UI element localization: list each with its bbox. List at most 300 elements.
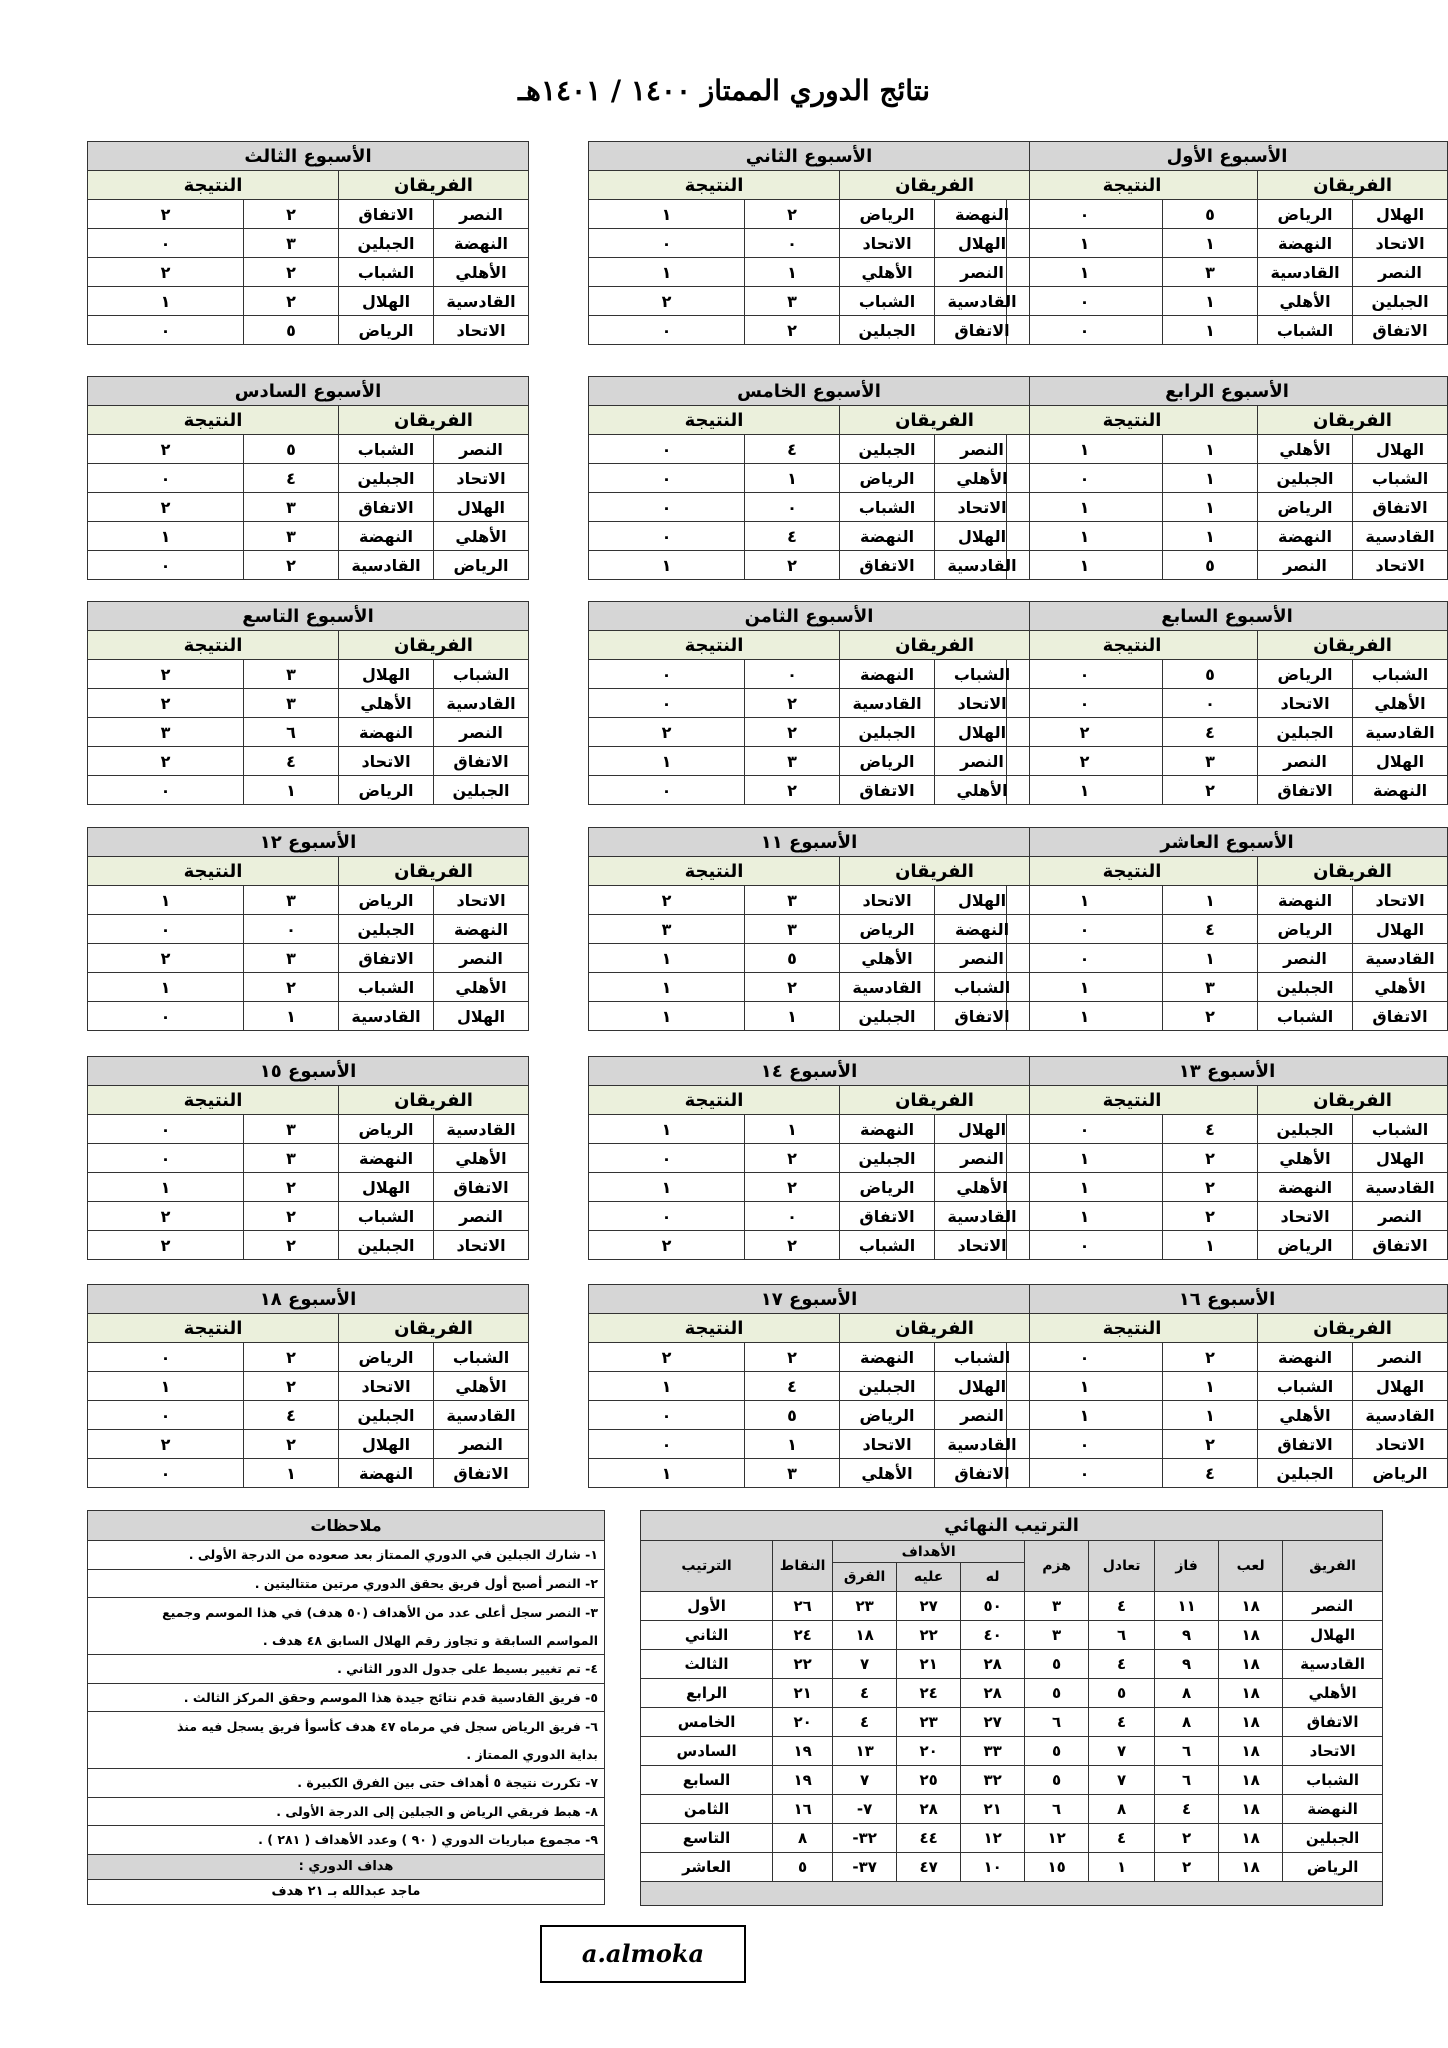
home-score: ٢ <box>244 258 339 287</box>
match-row <box>1007 747 1448 776</box>
away-team: الجبلين <box>1258 1459 1353 1488</box>
away-score: ٢ <box>88 493 244 522</box>
away-team: الاتفاق <box>1258 1430 1353 1459</box>
home-score: ٢ <box>1163 1173 1258 1202</box>
standings-team: الاتفاق <box>1283 1708 1383 1737</box>
note-item: ٦- فريق الرياض سجل في مرماه ٤٧ هدف كأسوأ فريق يسجل فيه منذ <box>88 1712 605 1741</box>
away-team: الجبلين <box>840 1144 935 1173</box>
away-team: الرياض <box>1258 660 1353 689</box>
away-team: القادسية <box>339 551 434 580</box>
result-header: النتيجة <box>1007 631 1258 660</box>
away-score: ١ <box>1007 1002 1163 1031</box>
home-score: ٥ <box>244 316 339 345</box>
standings-against: ٢٢ <box>897 1621 961 1650</box>
match-row <box>589 522 1030 551</box>
home-team: الاتفاق <box>1353 493 1448 522</box>
match-row <box>589 1343 1030 1372</box>
week-table <box>588 827 1030 1031</box>
away-team: النصر <box>1258 747 1353 776</box>
home-score: ٢ <box>244 1343 339 1372</box>
result-header: النتيجة <box>589 1314 840 1343</box>
standings-diff: ٢٣ <box>833 1592 897 1621</box>
match-row <box>589 493 1030 522</box>
away-score: ١ <box>88 886 244 915</box>
away-score: ٠ <box>1007 316 1163 345</box>
top-scorer: ماجد عبدالله بـ ٢١ هدف <box>88 1879 605 1904</box>
home-team: النصر <box>434 1430 529 1459</box>
standings-diff: -٣٧ <box>833 1853 897 1882</box>
home-score: ١ <box>745 1430 840 1459</box>
home-team: الشباب <box>1353 660 1448 689</box>
match-row <box>1007 258 1448 287</box>
away-team: الاتفاق <box>339 944 434 973</box>
home-score: ٥ <box>745 944 840 973</box>
away-team: القادسية <box>1258 258 1353 287</box>
home-score: ٢ <box>244 1202 339 1231</box>
result-header: النتيجة <box>1007 171 1258 200</box>
standings-diff: ٧ <box>833 1650 897 1679</box>
home-team: الهلال <box>935 1372 1030 1401</box>
match-row <box>1007 1115 1448 1144</box>
away-team: الاتحاد <box>339 747 434 776</box>
away-team: الرياض <box>1258 1231 1353 1260</box>
note-item: ٨- هبط فريقي الرياض و الجبلين إلى الدرجة الأولى . <box>88 1797 605 1826</box>
home-score: ٢ <box>1163 1202 1258 1231</box>
away-team: الجبلين <box>339 1401 434 1430</box>
away-score: ٠ <box>88 1459 244 1488</box>
home-score: ٢ <box>244 1231 339 1260</box>
away-team: الشباب <box>1258 316 1353 345</box>
match-row <box>88 1430 529 1459</box>
away-score: ٠ <box>589 1430 745 1459</box>
standings-against: ٢١ <box>897 1650 961 1679</box>
standings-won: ٦ <box>1155 1766 1219 1795</box>
week-title: الأسبوع السادس <box>88 377 529 406</box>
away-team: الشباب <box>339 973 434 1002</box>
home-score: ٥ <box>1163 200 1258 229</box>
home-team: النهضة <box>935 200 1030 229</box>
away-score: ٠ <box>589 316 745 345</box>
away-score: ١ <box>1007 1401 1163 1430</box>
home-team: الاتفاق <box>434 747 529 776</box>
match-row <box>88 886 529 915</box>
standings-lost: ٣ <box>1025 1592 1089 1621</box>
home-score: ١ <box>745 1115 840 1144</box>
away-score: ٠ <box>1007 464 1163 493</box>
match-row <box>1007 287 1448 316</box>
home-team: الاتحاد <box>935 689 1030 718</box>
home-score: ١ <box>1163 464 1258 493</box>
match-row <box>1007 886 1448 915</box>
result-header: النتيجة <box>589 857 840 886</box>
away-score: ٠ <box>1007 1430 1163 1459</box>
away-score: ٠ <box>589 1144 745 1173</box>
home-score: ٢ <box>745 551 840 580</box>
match-row <box>88 660 529 689</box>
home-score: ١ <box>1163 1231 1258 1260</box>
away-score: ٢ <box>88 200 244 229</box>
standings-rank: الثامن <box>641 1795 773 1824</box>
away-team: الرياض <box>339 1343 434 1372</box>
home-team: النصر <box>935 944 1030 973</box>
home-score: ٣ <box>244 1144 339 1173</box>
away-team: الاتحاد <box>1258 1202 1353 1231</box>
result-header: النتيجة <box>589 1086 840 1115</box>
standings-for: ٥٠ <box>961 1592 1025 1621</box>
away-team: الرياض <box>840 1401 935 1430</box>
away-score: ١ <box>1007 435 1163 464</box>
away-score: ١ <box>589 973 745 1002</box>
result-header: النتيجة <box>1007 1314 1258 1343</box>
home-team: القادسية <box>1353 1401 1448 1430</box>
standings-team: القادسية <box>1283 1650 1383 1679</box>
away-score: ١ <box>1007 776 1163 805</box>
match-row <box>1007 1372 1448 1401</box>
home-team: الشباب <box>935 1343 1030 1372</box>
home-team: الجبلين <box>1353 287 1448 316</box>
standings-won: ٤ <box>1155 1795 1219 1824</box>
home-team: الهلال <box>935 1115 1030 1144</box>
teams-header: الفريقان <box>1258 631 1448 660</box>
away-team: النصر <box>1258 944 1353 973</box>
home-team: الاتفاق <box>1353 1231 1448 1260</box>
week-table <box>87 601 529 805</box>
home-team: الشباب <box>1353 1115 1448 1144</box>
home-team: الاتحاد <box>434 886 529 915</box>
away-score: ٠ <box>1007 1343 1163 1372</box>
away-score: ١ <box>589 1115 745 1144</box>
away-team: الاتحاد <box>840 1430 935 1459</box>
standings-for: ٢٧ <box>961 1708 1025 1737</box>
teams-header: الفريقان <box>840 1314 1030 1343</box>
result-header: النتيجة <box>88 631 339 660</box>
away-team: الجبلين <box>339 1231 434 1260</box>
away-team: الاتحاد <box>840 886 935 915</box>
match-row <box>1007 551 1448 580</box>
match-row <box>88 435 529 464</box>
standings-for: ٣٢ <box>961 1766 1025 1795</box>
home-team: النصر <box>434 718 529 747</box>
match-row <box>589 660 1030 689</box>
standings-played: ١٨ <box>1219 1853 1283 1882</box>
away-score: ٠ <box>88 776 244 805</box>
match-row <box>88 1343 529 1372</box>
home-team: القادسية <box>1353 944 1448 973</box>
week-table <box>588 1056 1030 1260</box>
away-score: ٢ <box>88 1231 244 1260</box>
away-team: الجبلين <box>339 229 434 258</box>
away-team: الرياض <box>1258 493 1353 522</box>
standings-team: الشباب <box>1283 1766 1383 1795</box>
standings-draw: ٦ <box>1089 1621 1155 1650</box>
standings-row <box>641 1737 1383 1766</box>
standings-draw: ٧ <box>1089 1737 1155 1766</box>
match-row <box>88 464 529 493</box>
home-team: الأهلي <box>434 522 529 551</box>
match-row <box>1007 1173 1448 1202</box>
match-row <box>1007 464 1448 493</box>
away-team: القادسية <box>840 973 935 1002</box>
home-team: الأهلي <box>434 1144 529 1173</box>
away-team: الشباب <box>339 435 434 464</box>
standings-played: ١٨ <box>1219 1592 1283 1621</box>
away-team: الجبلين <box>840 1372 935 1401</box>
week-title: الأسبوع الرابع <box>1007 377 1448 406</box>
home-score: ٠ <box>745 660 840 689</box>
standings-lost: ٦ <box>1025 1795 1089 1824</box>
standings-row <box>641 1679 1383 1708</box>
match-row <box>1007 776 1448 805</box>
standings-team: الرياض <box>1283 1853 1383 1882</box>
home-score: ٣ <box>244 944 339 973</box>
away-score: ٠ <box>88 1343 244 1372</box>
match-row <box>589 435 1030 464</box>
away-team: الرياض <box>339 776 434 805</box>
home-score: ٢ <box>745 1173 840 1202</box>
match-row <box>1007 1231 1448 1260</box>
match-row <box>1007 1430 1448 1459</box>
match-row <box>88 1202 529 1231</box>
home-score: ١ <box>1163 886 1258 915</box>
away-score: ١ <box>88 287 244 316</box>
col-points: النقاط <box>773 1541 833 1592</box>
home-score: ٣ <box>244 1115 339 1144</box>
away-team: الهلال <box>339 1173 434 1202</box>
standings-for: ٢١ <box>961 1795 1025 1824</box>
match-row <box>88 1002 529 1031</box>
away-team: النهضة <box>840 522 935 551</box>
standings-against: ٢٨ <box>897 1795 961 1824</box>
home-score: ٣ <box>1163 973 1258 1002</box>
home-team: الرياض <box>1353 1459 1448 1488</box>
home-team: الأهلي <box>935 1173 1030 1202</box>
note-item: ٢- النصر أصبح أول فريق يحقق الدوري مرتين متتاليتين . <box>88 1569 605 1598</box>
home-team: الاتفاق <box>434 1459 529 1488</box>
standings-against: ٤٧ <box>897 1853 961 1882</box>
week-title: الأسبوع ١٨ <box>88 1285 529 1314</box>
match-row <box>589 200 1030 229</box>
home-score: ٣ <box>244 522 339 551</box>
standings-rank: السابع <box>641 1766 773 1795</box>
away-team: الاتفاق <box>840 551 935 580</box>
away-score: ٠ <box>88 915 244 944</box>
standings-diff: ٧ <box>833 1766 897 1795</box>
week-table <box>87 376 529 580</box>
home-score: ٣ <box>244 886 339 915</box>
away-score: ٢ <box>1007 747 1163 776</box>
home-team: الاتحاد <box>935 1231 1030 1260</box>
result-header: النتيجة <box>88 406 339 435</box>
standings-for: ٣٣ <box>961 1737 1025 1766</box>
home-score: ٣ <box>244 689 339 718</box>
away-score: ١ <box>1007 522 1163 551</box>
match-row <box>88 718 529 747</box>
standings-won: ٨ <box>1155 1679 1219 1708</box>
away-team: الجبلين <box>339 464 434 493</box>
away-team: الأهلي <box>840 1459 935 1488</box>
teams-header: الفريقان <box>339 857 529 886</box>
match-row <box>88 1401 529 1430</box>
away-score: ١ <box>589 1173 745 1202</box>
col-team: الفريق <box>1283 1541 1383 1592</box>
home-team: الاتفاق <box>434 1173 529 1202</box>
home-team: القادسية <box>935 1430 1030 1459</box>
match-row <box>1007 1202 1448 1231</box>
away-team: الجبلين <box>840 718 935 747</box>
home-score: ٠ <box>745 1202 840 1231</box>
standings-against: ٢٤ <box>897 1679 961 1708</box>
away-team: الأهلي <box>1258 1401 1353 1430</box>
result-header: النتيجة <box>589 406 840 435</box>
home-team: الهلال <box>1353 915 1448 944</box>
away-team: الرياض <box>339 316 434 345</box>
standings-won: ٩ <box>1155 1650 1219 1679</box>
home-team: القادسية <box>1353 1173 1448 1202</box>
away-team: النهضة <box>1258 886 1353 915</box>
home-score: ٢ <box>244 1430 339 1459</box>
away-team: النهضة <box>1258 1343 1353 1372</box>
away-score: ١ <box>1007 1173 1163 1202</box>
home-score: ٥ <box>1163 551 1258 580</box>
away-team: النهضة <box>840 660 935 689</box>
away-score: ١ <box>1007 1144 1163 1173</box>
home-score: ٢ <box>745 316 840 345</box>
home-score: ٠ <box>745 229 840 258</box>
teams-header: الفريقان <box>339 631 529 660</box>
away-score: ٢ <box>589 886 745 915</box>
home-team: الشباب <box>434 660 529 689</box>
standings-against: ٢٧ <box>897 1592 961 1621</box>
standings-points: ٢٤ <box>773 1621 833 1650</box>
match-row <box>88 1231 529 1260</box>
standings-rank: الثاني <box>641 1621 773 1650</box>
standings-row <box>641 1708 1383 1737</box>
standings-diff: -٧ <box>833 1795 897 1824</box>
week-table <box>87 1056 529 1260</box>
away-score: ٢ <box>589 1231 745 1260</box>
away-team: الرياض <box>840 200 935 229</box>
col-won: فاز <box>1155 1541 1219 1592</box>
week-table <box>1006 376 1448 580</box>
home-score: ١ <box>1163 229 1258 258</box>
home-score: ٣ <box>745 886 840 915</box>
teams-header: الفريقان <box>1258 1086 1448 1115</box>
away-score: ٠ <box>589 522 745 551</box>
standings-against: ٤٤ <box>897 1824 961 1853</box>
match-row <box>589 316 1030 345</box>
match-row <box>88 200 529 229</box>
home-team: النصر <box>434 1202 529 1231</box>
home-score: ٢ <box>1163 1144 1258 1173</box>
match-row <box>1007 200 1448 229</box>
standings-played: ١٨ <box>1219 1650 1283 1679</box>
standings-row <box>641 1853 1383 1882</box>
home-score: ٢ <box>745 973 840 1002</box>
home-team: الأهلي <box>434 258 529 287</box>
away-score: ١ <box>88 1173 244 1202</box>
teams-header: الفريقان <box>840 857 1030 886</box>
match-row <box>88 551 529 580</box>
standings-rank: الخامس <box>641 1708 773 1737</box>
home-score: ٢ <box>745 1343 840 1372</box>
home-score: ١ <box>244 1459 339 1488</box>
home-score: ٤ <box>1163 1115 1258 1144</box>
home-score: ٤ <box>745 1372 840 1401</box>
match-row <box>88 522 529 551</box>
col-against: عليه <box>897 1563 961 1592</box>
home-team: الهلال <box>434 1002 529 1031</box>
home-team: القادسية <box>434 689 529 718</box>
away-team: الاتفاق <box>339 200 434 229</box>
week-table <box>1006 1056 1448 1260</box>
week-table <box>87 827 529 1031</box>
away-team: الاتحاد <box>339 1372 434 1401</box>
home-team: الاتفاق <box>935 1459 1030 1488</box>
teams-header: الفريقان <box>339 1314 529 1343</box>
away-team: الجبلين <box>1258 464 1353 493</box>
week-title: الأسبوع الخامس <box>589 377 1030 406</box>
standings-points: ١٩ <box>773 1737 833 1766</box>
match-row <box>589 1115 1030 1144</box>
week-title: الأسبوع التاسع <box>88 602 529 631</box>
home-score: ٢ <box>244 551 339 580</box>
home-team: الأهلي <box>434 973 529 1002</box>
away-team: الجبلين <box>1258 718 1353 747</box>
match-row <box>1007 915 1448 944</box>
home-score: ١ <box>1163 287 1258 316</box>
away-team: القادسية <box>840 689 935 718</box>
away-team: الاتفاق <box>840 776 935 805</box>
standings-row <box>641 1621 1383 1650</box>
home-team: النصر <box>1353 1202 1448 1231</box>
standings-diff: ١٣ <box>833 1737 897 1766</box>
away-score: ٠ <box>1007 660 1163 689</box>
away-score: ٠ <box>1007 1459 1163 1488</box>
home-team: الشباب <box>434 1343 529 1372</box>
home-team: الهلال <box>1353 435 1448 464</box>
match-row <box>589 1231 1030 1260</box>
match-row <box>88 287 529 316</box>
standings-rank: التاسع <box>641 1824 773 1853</box>
home-team: الهلال <box>935 886 1030 915</box>
away-score: ١ <box>1007 258 1163 287</box>
away-score: ٠ <box>88 1115 244 1144</box>
away-score: ١ <box>589 1002 745 1031</box>
match-row <box>1007 1401 1448 1430</box>
home-score: ٣ <box>745 747 840 776</box>
home-team: الاتحاد <box>1353 229 1448 258</box>
standings-lost: ١٢ <box>1025 1824 1089 1853</box>
standings-rank: الأول <box>641 1592 773 1621</box>
away-team: النهضة <box>1258 229 1353 258</box>
standings-footer <box>641 1882 1383 1906</box>
home-score: ٢ <box>244 973 339 1002</box>
home-score: ٢ <box>1163 1343 1258 1372</box>
standings-for: ٤٠ <box>961 1621 1025 1650</box>
standings-points: ٢٢ <box>773 1650 833 1679</box>
match-row <box>589 258 1030 287</box>
standings-draw: ٨ <box>1089 1795 1155 1824</box>
standings-won: ٨ <box>1155 1708 1219 1737</box>
note-item: بداية الدوري الممتاز . <box>88 1740 605 1769</box>
standings-won: ٢ <box>1155 1853 1219 1882</box>
away-team: الأهلي <box>1258 287 1353 316</box>
week-table <box>1006 827 1448 1031</box>
standings-played: ١٨ <box>1219 1766 1283 1795</box>
home-team: الجبلين <box>434 776 529 805</box>
week-table <box>588 141 1030 345</box>
home-score: ١ <box>1163 944 1258 973</box>
